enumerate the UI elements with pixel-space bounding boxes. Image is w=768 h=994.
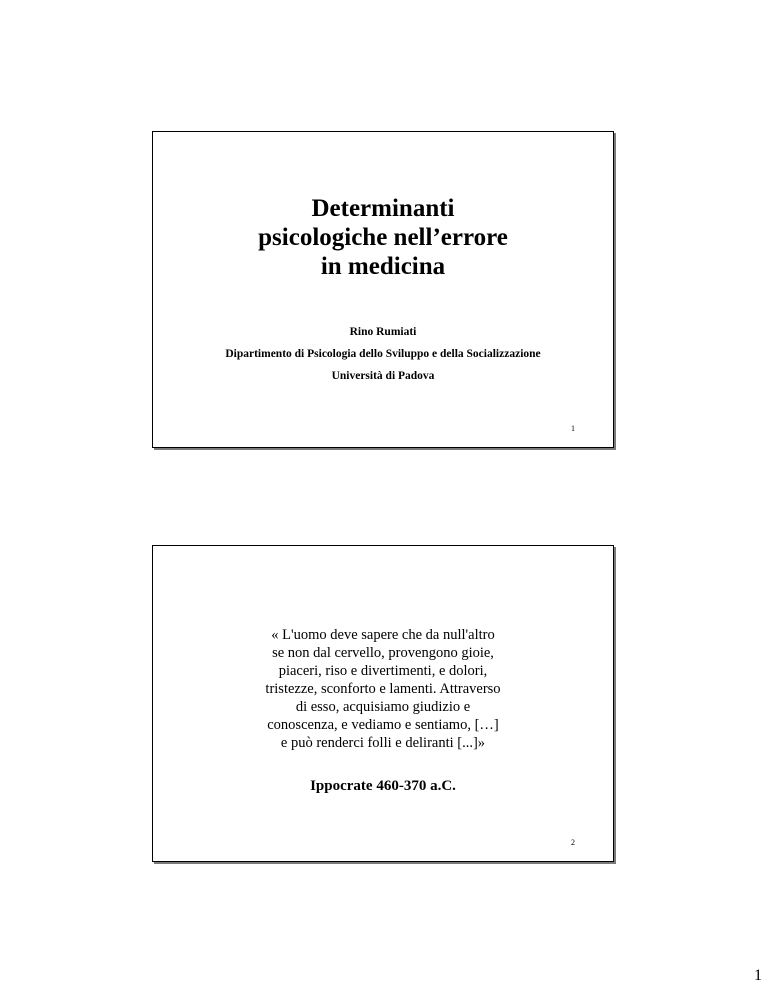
slide-1 bbox=[152, 131, 614, 448]
quote-line: se non dal cervello, provengono gioie, bbox=[272, 645, 494, 661]
department-name: Dipartimento di Psicologia dello Sviluppo e della Socializzazione bbox=[225, 348, 541, 360]
quote-line: e può renderci folli e deliranti [...]» bbox=[280, 735, 486, 751]
slide-2 bbox=[152, 545, 614, 862]
title-line: in medicina bbox=[320, 253, 446, 280]
title-line: Determinanti bbox=[311, 195, 455, 222]
slide-number: 2 bbox=[571, 838, 575, 847]
author-name: Rino Rumiati bbox=[349, 326, 417, 338]
slide-number: 1 bbox=[571, 424, 575, 433]
quote-line: tristezze, sconforto e lamenti. Attraverso bbox=[265, 681, 501, 697]
page-number: 1 bbox=[754, 967, 762, 984]
quote-line: di esso, acquisiamo giudizio e bbox=[295, 699, 471, 715]
title-line: psicologiche nell’errore bbox=[258, 224, 508, 251]
quote-line: « L'uomo deve sapere che da null'altro bbox=[271, 627, 495, 643]
quote-line: piaceri, riso e divertimenti, e dolori, bbox=[278, 663, 488, 679]
quote-text bbox=[233, 626, 533, 752]
author-block bbox=[153, 325, 613, 383]
quote-author: Ippocrate 460-370 a.C. bbox=[310, 778, 456, 794]
university-name: Università di Padova bbox=[331, 370, 435, 382]
quote-line: conoscenza, e vediamo e sentiamo, […] bbox=[267, 717, 499, 733]
slide-1-title bbox=[153, 194, 613, 281]
